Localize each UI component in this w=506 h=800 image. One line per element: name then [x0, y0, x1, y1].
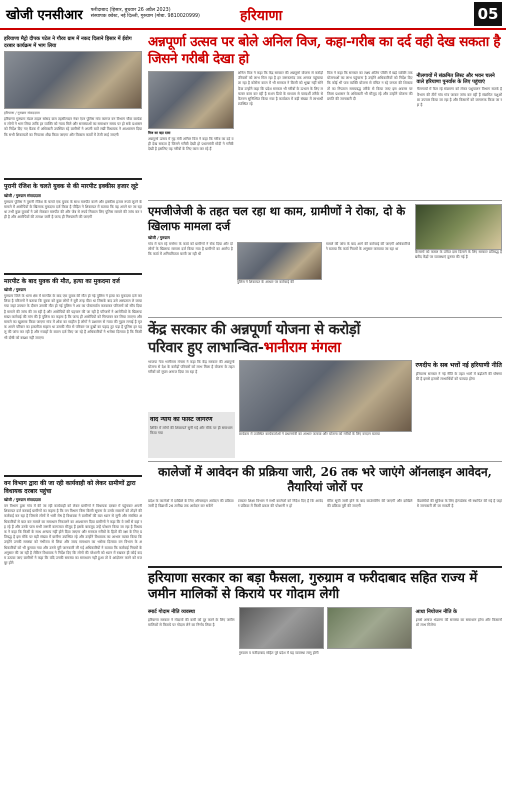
college-headline: कालेजों में आवेदन की प्रक्रिया जारी, 26 तक भरे जाएंगे ऑनलाइन आवेदन, तैयारियां जोरों पर	[158, 464, 492, 495]
bottom-body-3: इससे अनाज भंडारण की समस्या का समाधान होगा और किसानों को लाभ मिलेगा	[415, 618, 502, 628]
centre-headline	[148, 321, 502, 357]
left-top-headline: हरियाणा मैट्रो दीपक पटेल ने गौरव ग्राम में नकद दिलाने हिसार में ईवोग दरबार कार्यक्रम में भाग लिया	[4, 36, 132, 49]
left-top-photo	[4, 51, 142, 109]
right-column	[148, 34, 502, 680]
lead-body-3: विज ने कहा कि सरकार का लक्ष्य अंतिम पंक्ति में खड़े व्यक्ति तक योजनाओं का लाभ पहुंचाना है उन्होंने अधिकारियों को निर्देश दिए कि कोई भी पात्र व्यक्ति योजना से वंचित न रहे जनता की शिकायतों का निपटारा समयबद्ध तरीके से किया जाए इस अवसर पर जिला प्रशासन के अधिकारी भी मौजूद रहे और उन्होंने योजना की प्रगति की जानकारी दी	[327, 71, 413, 102]
college-body-3: मेरिट सूची जारी होने के बाद काउंसलिंग की जाएगी और दाखिले की प्रक्रिया पूरी की जाएगी	[327, 498, 413, 508]
bottom-block	[148, 607, 502, 681]
bottom-headline: हरियाणा सरकार का बड़ा फैसला, गुरुग्राम व फरीदाबाद सहित राज्य में जमीन मालिकों से किराये पर गोदाम लेगी	[148, 570, 478, 603]
section-title: हरियाणा	[240, 8, 283, 24]
newspaper-name: खोजी एनसीआर	[6, 8, 83, 23]
centre-body-2: कार्यक्रम में उपस्थित कार्यकर्ताओं ने प्रधानमंत्री का आभार जताया और योजना को गरीबों के लिए वरदान बताया	[238, 432, 380, 436]
story2-headline: पुरानी रंजिश के चलते युवक से की मारपीट इक्कीस हजार लूटे	[4, 183, 139, 190]
centre-photo	[239, 360, 412, 432]
story2-body: गुरुग्राम पुलिस ने पुरानी रंजिश के चलते एक युवक के साथ मारपीट करने और इक्कीस हजार रुपये लूटने के मामले में आरोपियों के खिलाफ मुकदमा दर्ज किया है पीड़ित ने शिकायत में बताया कि वह अपने घर जा रहा था तभी कुछ युवकों ने उसे रोककर मारपीट की और जेब से रुपये निकाल लिए पुलिस मामले की जांच कर रही है और आरोपियों की तलाश जारी है जल्द ही गिरफ्तारी की जाएगी	[4, 199, 142, 220]
lead-headline	[148, 34, 502, 68]
centre-body-1: भाजपा नेता भानीराम मंगला ने कहा कि केंद्र सरकार की अन्नपूर्णा योजना से देश के करोड़ों परिवारों को लाभ मिला है योजना के तहत गरीबों को मुफ्त अनाज दिया जा रहा है	[148, 360, 235, 375]
college-body-1: प्रदेश के कालेजों में दाखिले के लिए ऑनलाइन आवेदन की प्रक्रिया जारी है विद्यार्थी 26 तारीख तक आवेदन कर सकेंगे	[148, 498, 234, 508]
side-body: नीलगायों में फैल रहे संक्रमण को लेकर पशुपालन विभाग सतर्क है विभाग की टीमें गांव गांव जाकर जांच कर रही हैं संक्रमित पशुओं का उपचार किया जा रहा है और किसानों को जागरूक किया जा रहा है	[416, 87, 502, 108]
centre-headline-red: भानीराम मंगला	[263, 339, 341, 356]
lead-headline-part1: अन्नपूर्णा उत्सव पर बोले अनिल विज,	[148, 34, 322, 50]
date-text: फरीदाबाद (हिसार, बुधवार 26 अप्रैल 2023)	[90, 7, 171, 13]
side-headline: नीलगायों में संक्रमित लिस्ट और भवन चलने वाले हरियाणा पुनर्वास के लिए पहुंचाएं	[416, 73, 495, 86]
lead-caption: विज का बड़ा दावा	[148, 131, 171, 135]
lead-story-columns	[148, 71, 502, 197]
sub-text: संस्थापक क्वेस्ट, नई दिल्ली, गुरुग्राम (मोबा. 9810020999)	[90, 14, 200, 19]
bottom-body-1: हरियाणा सरकार ने गोदामों की कमी को दूर करने के लिए जमीन मालिकों से किराये पर गोदाम लेने का निर्णय लिया है	[148, 618, 235, 628]
lead-headline-part2: कहा-गरीब का दर्द वही देख सकता है जिसने गरीबी देखा हो	[148, 34, 501, 67]
centre-headline-part1: केंद्र सरकार की अन्नपूर्णा योजना से करोड़ों	[148, 321, 361, 338]
left-top-body: हरियाणा गुरुग्राम मंडल टाइल सांसद ग्राम तहसीलदार नंबर एंटर पुलिस गांव कागज वन विभाग चौक कार्यक्रम लोगों ने भाग लिया ताकि हर व्यक्ति को न्याय मिले और समस्याओं का समाधान समय पर हो सके प्रशासन को निर्देश दिए गए बैठक में अधिकारी उपस्थित रहे ग्रामीणों ने अपनी बातें रखीं विधायक ने आश्वासन दिया कि सभी शिकायतों का निपटारा शीघ्र किया जाएगा और विकास कार्यों में तेजी लाई जाएगी	[4, 117, 142, 137]
story4-byline: खोजी / गुरुग्राम संवाददाता	[4, 497, 41, 502]
bottom-photo-1	[239, 607, 324, 649]
pmgkay-headline: एमजीजेजी के तहत चल रहा था काम, ग्रामीणों ने रोका, दो के खिलाफ मामला दर्ज	[148, 204, 406, 233]
side-body-2: किसानों को फसल के उचित दाम दिलाने के लिए सरकार प्रतिबद्ध है खरीद केंद्रों पर व्यवस्थाएं दुरुस्त की गई हैं	[414, 250, 502, 260]
lead-body-2: अनिल विज ने कहा कि केंद्र सरकार की अन्नपूर्णा योजना से करोड़ों परिवारों को लाभ मिल रहा है हर जरूरतमंद तक अनाज पहुंचाया जा रहा है कोरोना काल में भी सरकार ने किसी को भूखा नहीं सोने दिया उन्होंने कहा कि प्रदेश सरकार भी गरीबों के उत्थान के लिए लगातार काम कर रही है राशन डिपो के माध्यम से पारदर्शी तरीके से वितरण सुनिश्चित किया गया है कार्यक्रम में बड़ी संख्या में लाभार्थी उपस्थित रहे	[237, 71, 323, 107]
masthead	[0, 0, 506, 30]
side2-body: हरियाणा सरकार ने नई नीति के तहत भत्तों में बढ़ोतरी की घोषणा की है इससे हजारों लाभार्थियों को फायदा होगा	[415, 371, 502, 381]
date-line	[91, 8, 201, 20]
story4-headline: वन विभाग द्वारा की जा रही कार्यवाही को लेकर ग्रामीणों द्वारा विधायक दरबार पहुंचा	[4, 480, 136, 495]
lead-photo	[148, 71, 234, 129]
bottom-photo-2	[327, 607, 412, 649]
centre-block	[148, 360, 502, 458]
side-photo	[415, 204, 503, 250]
left-top-caption: हरियाणा / गुरुग्राम संवाददाता	[4, 111, 40, 115]
lead-body-1: अन्नपूर्णा उत्सव में गृह मंत्री अनिल विज ने कहा कि गरीब का दर्द वही देख सकता है जिसने गरीबी देखी हो प्रधानमंत्री मोदी ने गरीबी देखी है इसलिए वह गरीबों के लिए काम कर रहे हैं	[148, 137, 234, 152]
side2-headline: रणदीप के सब भत्तों नई हरियाणी नीति	[415, 362, 502, 369]
pmgkay-byline: खोजी / गुरुग्राम	[148, 235, 170, 240]
camp-headline: वाद न्याय का फास्ट जागरण	[150, 416, 213, 423]
story3-headline: मारपीट के बाद युवक की मौत, हत्या का मुकदमा दर्ज	[4, 277, 120, 285]
story2-byline: खोजी / गुरुग्राम संवाददाता	[4, 192, 41, 198]
college-body-2: उच्चतर शिक्षा विभाग ने सभी कालेजों को निर्देश दिए हैं कि आवेदन प्रक्रिया में किसी प्रकार की परेशानी न हो	[237, 498, 323, 508]
page-number: 05	[474, 2, 502, 26]
pmgkay-body-2: पुलिस ने शिकायत के आधार पर कार्रवाई की	[236, 280, 294, 284]
left-column	[4, 34, 142, 754]
centre-headline-part2: परिवार हुए लाभान्वित-	[148, 339, 264, 356]
pmgkay-body-3: मामले की जांच के बाद आगे की कार्रवाई की जाएगी अधिकारियों ने बताया कि कार्य नियमों के अनुसार करवाया जा रहा था	[325, 242, 411, 252]
camp-box	[148, 412, 235, 458]
college-block	[148, 499, 502, 563]
camp-body: शिविर में लोगों की शिकायतें सुनी गईं और मौके पर ही समाधान किया गया	[150, 425, 233, 435]
pmgkay-block	[148, 204, 502, 314]
story3-body: गुरुग्राम जिले के थाना क्षेत्र में मारपीट के बाद एक युवक की मौत हो गई पुलिस ने हत्या का मुकदमा दर्ज कर लिया है परिजनों ने बताया कि युवक को कुछ लोगों ने बुरी तरह पीटा था जिसके बाद उसे अस्पताल ले जाया गया जहां उपचार के दौरान उसकी मौत हो गई पुलिस ने शव का पोस्टमार्टम करवाकर परिजनों को सौंप दिया है मामले की जांच की जा रही है और आरोपियों की पहचान की जा रही है परिजनों ने आरोपियों के खिलाफ सख्त कार्रवाई की मांग की है पुलिस का कहना है कि जल्द ही आरोपियों को गिरफ्तार कर लिया जाएगा और मामले का खुलासा किया जाएगा गांव में शोक का माहौल है लोगों ने प्रशासन से न्याय की गुहार लगाई है मृतक अपने परिवार का इकलौता सहारा था उसकी मौत से परिवार पर दुखों का पहाड़ टूट पड़ा है पुलिस हर पहलू की जांच कर रही है और गवाहों के बयान दर्ज किए जा रहे हैं अधिकारियों ने भरोसा दिलाया है कि किसी भी दोषी को बख्शा नहीं जाएगा	[4, 294, 142, 340]
story4-body: वन विभाग द्वारा गांव में की जा रही कार्यवाही को लेकर ग्रामीणों ने विधायक दरबार में पहुंचकर अपनी शिकायत दर्ज करवाई ग्रामीणों का कहना है कि वन विभाग बिना किसी सूचना के उनके मकानों को तोड़ने की कार्रवाई कर रहा है जिससे लोगों में भारी रोष है विधायक ने ग्रामीणों की बात ध्यान से सुनी और संबंधित अधिकारियों से बात कर मामले का समाधान निकालने का आश्वासन दिया ग्रामीणों ने कहा कि वे वर्षों से यहां रह रहे हैं और उनके पास सभी जरूरी कागजात मौजूद हैं इसके बावजूद उन्हें परेशान किया जा रहा है विधायक ने कहा कि किसी के साथ अन्याय नहीं होने दिया जाएगा और सरकार गरीबों के हितों की रक्षा के लिए प्रतिबद्ध है इस मौके पर बड़ी संख्या में ग्रामीण उपस्थित रहे और उन्होंने विधायक का आभार व्यक्त किया कि उन्होंने उनकी समस्या को गंभीरता से लिया और जल्द समाधान का भरोसा दिलाया वन विभाग के अधिकारियों को भी बुलाया गया और उनसे पूरी जानकारी ली गई अधिकारियों ने बताया कि कार्रवाई नियमों के अनुसार की जा रही है लेकिन विधायक ने निर्देश दिए कि लोगों की परेशानी को ध्यान में रखकर ही कोई कदम उठाया जाए ग्रामीणों ने कहा कि यदि उनकी समस्या का समाधान नहीं हुआ तो वे आंदोलन करने को मजबूर होंगे	[4, 504, 142, 566]
pmgkay-photo	[237, 242, 322, 280]
bottom-sub: आधा नियोजन नीति के	[415, 608, 458, 615]
pmgkay-body-1: गांव में चल रहे मनरेगा के कार्य को ग्रामीणों ने रोक दिया और दो लोगों के खिलाफ मामला दर्ज किया गया है ग्रामीणों का आरोप है कि कार्य में अनियमितता बरती जा रही थी	[148, 242, 233, 257]
story3-byline: खोजी / गुरुग्राम	[4, 287, 26, 292]
bottom-body-2: गुरुग्राम व फरीदाबाद सहित पूरे प्रदेश में यह व्यवस्था लागू होगी	[238, 650, 319, 655]
bottom-left-sub: स्मार्ट गोदाम नीति व्यवस्था	[148, 608, 195, 615]
college-body-4: विद्यार्थियों की सुविधा के लिए हेल्पडेस्क भी स्थापित की गई है जहां से जानकारी ली जा सकती है	[416, 498, 502, 508]
